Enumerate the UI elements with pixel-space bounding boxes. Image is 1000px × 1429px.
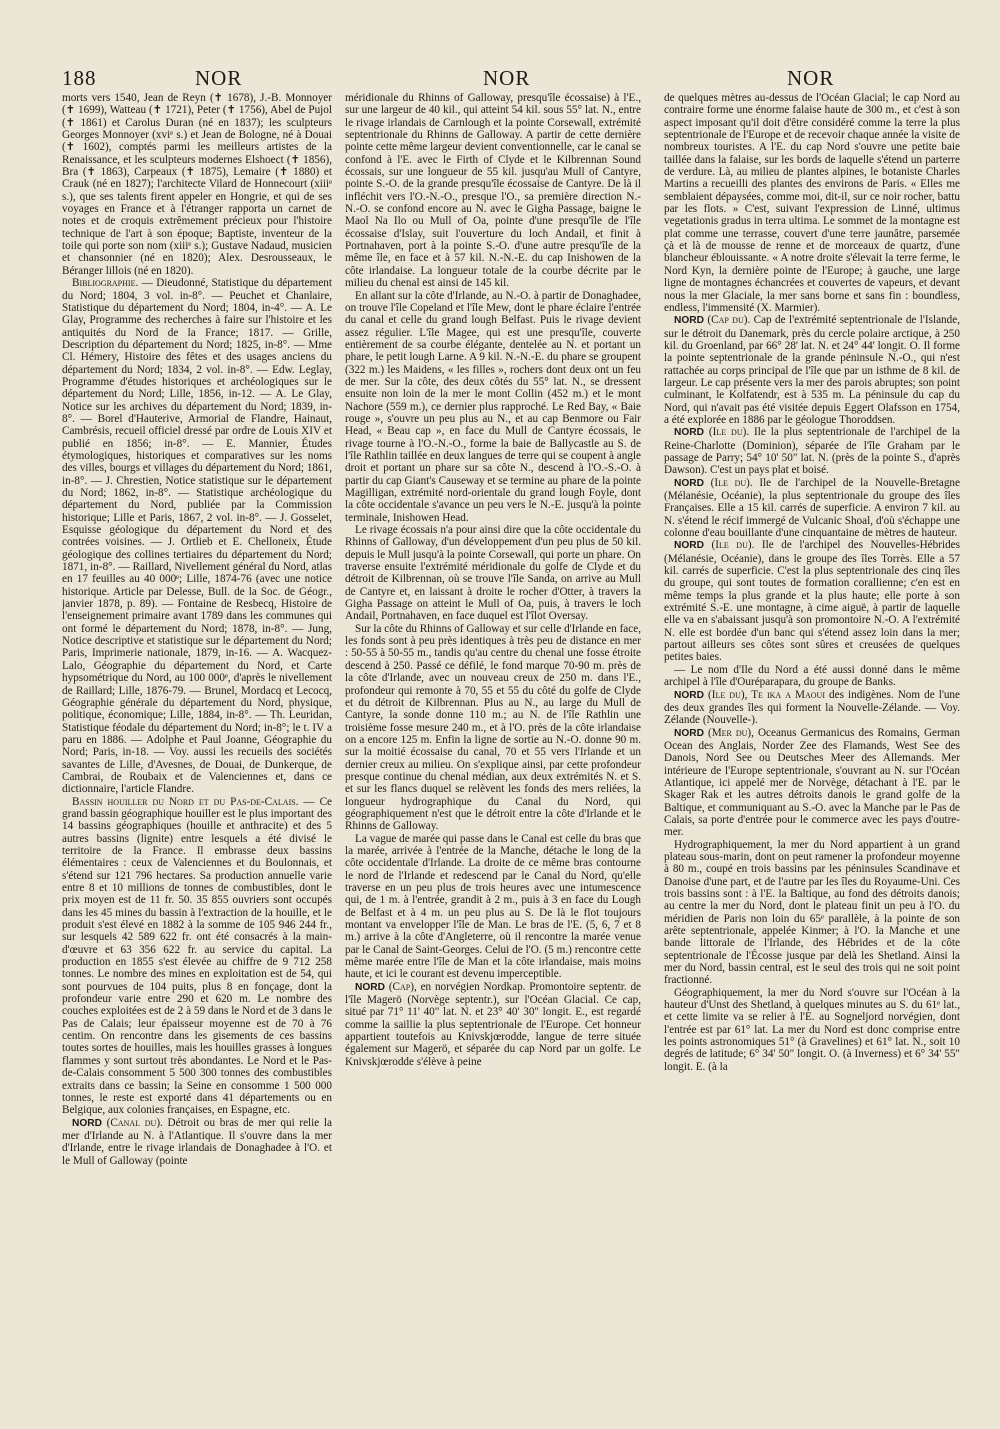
entry-headword: NORD: [674, 427, 704, 439]
entry-text: Détroit ou bras de mer qui relie la mer d'Irlande au N. à l'Atlantique. Il s'ouvre dans la mer d'Irlande, entre le rivage irlandais de Donaghadee à l'O. et le Mull of Galloway (pointe: [62, 1116, 332, 1167]
entry-text: Ile la plus septentrionale de l'archipel de la Reine-Charlotte (Dominion), séparée de l'île Graham par le passage de Parry; 54° 10' 50" lat. N. (près de la pointe S., d'après Dawson). C'est un pays plat et boisé.: [664, 426, 960, 477]
entry-qualifier: (Canal du).: [102, 1116, 163, 1129]
entry-ile-du-nord-nz: [664, 689, 960, 727]
paragraph-bibliography: [62, 277, 332, 795]
paragraph-cap-nord-cont: de quelques mètres au-dessus de l'Océan Glacial; le cap Nord au contraire forme une énorme falaise haute de 300 m., et c'est à son aspect imposant qu'il doit d'être considéré comme la terre la plus septentrionale de l'Europe et de recevoir chaque année la visite de nombreux touristes. A l'E. du cap Nord s'ouvre une petite baie taillée dans la falaise, sur les bords de laquelle s'étend un parterre de verdure. Là, au milieu de plantes alpines, le botaniste Charles Martins a recueilli des plantes des environs de Paris. « Elles me semblaient dépaysées, comme moi, dit-il, sur ce noir rocher, battu par les flots. » C'est, suivant l'expression de Linné, ultimus vegetationis gradus in terra ultima. Le sommet de la montagne est plat comme une terrasse, couvert d'une terre jaunâtre, parsemée çà et là de mousse de renne et de morceaux de quartz, d'une blancheur éblouissante. « A notre droite s'élevait la terre ferme, le Nord Kyn, la dernière pointe de l'Europe; à gauche, une large ligne de montagnes échancrées et couvertes de vapeurs, et devant nous la mer Glaciale, la mer sans borne et sans fin : boundless, endless, l'immensité (X. Marmier).: [664, 92, 960, 314]
entry-text: Oceanus Germanicus des Romains, German Ocean des Anglais, Norder Zee des Flamands, West See des Danois, Nord See ou Deutsches Meer des Allemands. Mer intérieure de l'Europe septentrionale, s'ouvrant au N. sur l'Océan Atlantique, ici appelé mer de Norvège, détachant à l'E. par le Skager Rak et les autres détroits danois le grand golfe de la Baltique, et communiquant au S.-O. avec la Manche par le Pas de Calais, sa porte d'entrée pour le commerce avec les pays d'outre-mer.: [664, 726, 960, 839]
entry-qualifier: (Mer du),: [704, 726, 754, 739]
entry-headword: NORD: [355, 981, 385, 993]
paragraph-scottish-coast: Le rivage écossais n'a pour ainsi dire que la côte occidentale du Rhinns of Galloway, d'un développement d'un peu plus de 50 kil. depuis le Mull jusqu'à la pointe Corsewall, qui porte un phare. On traverse ensuite l'extrémité méridionale du golfe de Clyde et du détroit de Kilbrennan, où se trouve l'île Sanda, on arrive au Mull de Cantyre et, en laissant à droite le rocher d'Otter, à travers la Gigha Passage on atteint le Mull of Oa, puis, à travers le loch Andail, Portnahaven, en face duquel est l'îlot Oversay.: [345, 524, 641, 623]
entry-headword: NORD: [674, 540, 704, 552]
entry-cap-nord: [345, 981, 641, 1068]
entry-cap-du-nord: [664, 314, 960, 426]
column-left: [62, 92, 332, 1382]
paragraph-geography: Géographiquement, la mer du Nord s'ouvre sur l'Océan à la hauteur d'Unst des Shetland, à quelques minutes au S. du 61ᵉ lat., et cette limite va se relier à l'E. au Sogneljord norvégien, dont l'entrée est par 61° lat. La mer du Nord est donc comprise entre les points astronomiques 51° (à Gravelines) et 61° lat. N., soit 10 degrés de latitude; 6° 34' 50" longit. O. (à Inverness) et 6° 34' 55" longit. E. (à la: [664, 986, 960, 1073]
entry-qualifier: (Cap du).: [704, 314, 751, 327]
entry-ile-du-nord-3: [664, 539, 960, 663]
entry-qualifier: (Ile du).: [704, 476, 753, 489]
entry-ile-du-nord-2: [664, 477, 960, 540]
entry-text: Ile de l'archipel des Nouvelles-Hébrides (Mélanésie, Océanie), dans le groupe des îles Torrès. Elle a 57 kil. carrés de superficie. C'est la plus septentrionale des cinq îles du groupe, qui sont toutes de formation corallienne; c'en est en même temps la plus grande et la plus haute; elle porte à son extrémité S.-E. une montagne, à cime aiguë, à partir de laquelle elle va en s'abaissant jusqu'à son promontoire N.-O. A l'extrémité N. elle est bordée d'un banc qui s'étend assez loin dans la mer; partout ailleurs ses côtes sont sûres et creusées de quelques petites baies.: [664, 539, 960, 664]
page-number: 188: [62, 66, 97, 90]
coal-basin-text: — Ce grand bassin géographique houiller est le plus important des 14 bassins géographiques (houille et anthracite) et des 5 autres bassins (lignite) entre lesquels a été divisé le territoire de la France. Il embrasse deux bassins élémentaires : ceux de Valenciennes et du Boulonnais, et s'étend sur 121 796 hectares. Sa production annuelle varie entre 8 et 10 millions de tonnes de combustibles, dont le prix moyen est de 11 fr. 50. 35 855 ouvriers sont occupés dans les 45 mines du bassin à l'extraction de la houille, et le produit s'est élevé en 1882 à la somme de 105 946 244 fr., sur lesquels 42 589 622 fr. ont été consacrés à la main-d'œuvre et 63 356 622 fr. au service du capital. La production en 1855 s'est élevée au chiffre de 9 712 258 tonnes. Le nombre des mines en exploitation est de 54, qui sont pourvues de 104 puits, plus 8 en fonçage, dont la profondeur varie entre 290 et 620 m. Le nombre des couches exploitées est de 2 à 59 dans le Nord et de 3 dans le Pas de Calais; leur épaisseur moyenne est de 70 à 76 centim. On rencontre dans les gisements de ces bassins toutes sortes de houilles, mais les houilles grasses à longues flammes y sont surtout très abondantes. Le Nord et le Pas-de-Calais consomment 5 500 300 tonnes des combustibles extraits dans ce bassin; la Seine en consomme 1 500 000 tonnes, le reste est exporté dans 41 départements ou en Belgique, aux colonies françaises, en Espagne, etc.: [62, 795, 332, 1117]
entry-canal-du-nord: [62, 1117, 332, 1167]
paragraph-canal-geography: méridionale du Rhinns of Galloway, presqu'île écossaise) à l'E., sur une largeur de 40 kil., qui atteint 54 kil. sous 55° lat. N., entre le rivage irlandais de Carnlough et la pointe Corsewall, extrémité septentrionale du Rhinns de Galloway. A partir de cette dernière pointe cette même largeur devient conventionnelle, car le canal se confond à l'E. avec le Firth of Clyde et le Kilbrennan Sound écossais, sur une longueur de 55 kil. jusqu'au Mull of Cantyre, pointe S.-O. de la grande presqu'île écossaise de Cantyre. De là il infléchit vers l'O.-N.-O., presque l'O., sa première direction N.-N.-O. se confond encore au N. avec le Gigha Passage, baigne le Maol Na Ilo ou Mull of Oa, pointe d'une presqu'île de l'île écossaise d'Islay, suit l'ouverture du loch Andail, et finit à Portnahaven, port à la pointe S.-O. d'une autre presqu'île de la même île, en face et à 57 kil. N.-N.-E. du cap Inishowen de la côte irlandaise. La longueur totale de la courbe décrite par le milieu du chenal est ainsi de 145 kil.: [345, 92, 641, 290]
paragraph-oureparapara: — Le nom d'Ile du Nord a été aussi donné dans le même archipel à l'île d'Ouréparapara, du groupe de Banks.: [664, 663, 960, 689]
entry-text: Cap de l'extrémité septentrionale de l'Islande, sur le détroit du Danemark, près du cercle polaire arctique, à 250 kil. du Groenland, par 66° 28' lat. N. et 24° 44' longit. O. Il forme la pointe septentrionale de la grande péninsule N.-O., qui n'est rattachée au corps principal de l'île que par un isthme de 8 kil. de largeur. Le cap présente vers la mer des parois abruptes; son point culminant, le Kolfatendr, est à 535 m. La péninsule du cap du Nord, qui n'avait pas été visitée depuis Eggert Olafsson en 1754, a été explorée en 1886 par le géologue Thoroddsen.: [664, 314, 960, 426]
entry-qualifier: (Cap),: [385, 980, 417, 993]
entry-text: en norvégien Nordkap. Promontoire septentr. de l'île Magerö (Norvège septentr.), sur l'Océan Glacial. Ce cap, situé par 71° 11' 40" lat. N. et 23° 40' 30" longit. E., est regardé comme la saillie la plus septentrionale de l'Europe. Cet honneur appartient toutefois au Knivskjœrodde, langue de terre située également sur Magerö, et séparée du cap Nord par un golfe. Le Knivskjœrodde s'élève à peine: [345, 980, 641, 1068]
coal-basin-heading: Bassin houiller du Nord et du Pas-de-Calais.: [72, 795, 299, 808]
entry-text: des indigènes. Nom de l'une des deux grandes îles qui forment la Nouvelle-Zélande. — Voy. Zélande (Nouvelle-).: [664, 688, 960, 727]
column-right: [664, 92, 960, 1382]
entry-qualifier: (Ile du).: [704, 539, 755, 552]
entry-headword: NORD: [72, 1117, 102, 1129]
paragraph-depths: Sur la côte du Rhinns of Galloway et sur celle d'Irlande en face, les fonds sont à peu près identiques à très peu de distance en mer : 50-55 à 50-55 m., tandis qu'au centre du chenal une fosse étroite descend à 250. Passé ce défilé, le fond marque 70-90 m. près de la côte d'Irlande, avec un nouveau creux de 250 m. dans l'E., profondeur qui remonte à 70, 55 et 55 du côté du golfe de Clyde et du détroit de Kilbrennan. Plus au N., au large du Mull de Cantyre, la sonde donne 110 m.; au N. de l'île Rathlin une troisième fosse mesure 240 m., et à l'O. près de la côte irlandaise on a encore 125 m. Enfin la ligne de sortie au N.-O. donne 90 m. sur la moitié écossaise du canal, 70 et 55 vers l'Irlande et un dernier creux au milieu. On s'explique ainsi, par cette profondeur presque continue du chenal médian, aux deux extrémités N. et S. et sur les flancs duquel se relèvent les fonds des mers reliées, la longueur hydrographique du Canal du Nord, qui géographiquement n'est que le détroit entre la côte d'Irlande et le Rhinns de Galloway.: [345, 622, 641, 833]
entry-headword: NORD: [674, 727, 704, 739]
entry-headword: NORD: [674, 315, 704, 327]
entry-qualifier: (Ile du).: [704, 426, 750, 439]
paragraph-hydrography: Hydrographiquement, la mer du Nord appartient à un grand plateau sous-marin, dont on peut ramener la profondeur moyenne à 80 m., coupé en trois bassins par les péninsules Scandinave et Danoise d'une part, et de l'autre par les îles du Royaume-Uni. Ces trois bassins sont : à l'E. la Baltique, au fond des détroits danois; au centre la mer du Nord, dont le plateau finit un peu à l'O. du méridien de Paris non loin du 65ᵉ parallèle, à la pointe de son arête septentrionale, appelée Kinmer; à l'O. la Manche et une bande littorale de l'Irlande, des Hébrides et de la côte septentrionale de l'Écosse jusque par delà les Shetland. Ainsi la mer du Nord, bassin central, est le seul des trois qui ne soit point fractionné.: [664, 838, 960, 987]
entry-mer-du-nord: [664, 727, 960, 839]
bibliography-heading: Bibliographie.: [72, 277, 139, 290]
entry-text: Ile de l'archipel de la Nouvelle-Bretagne (Mélanésie, Océanie), la plus septentrionale du groupe des îles Françaises. Elle a 15 kil. carrés de superficie. A environ 7 kil. au N. s'étend le récif immergé de Vulcanic Shoal, d'où s'échappe une colonne d'eau bouillante d'une cinquantaine de mètres de hauteur.: [664, 476, 960, 540]
paragraph-irish-coast: En allant sur la côte d'Irlande, au N.-O. à partir de Donaghadee, on trouve l'île Copeland et l'île Mew, dont le phare éclaire l'entrée du canal et celle du grand lough Belfast. Puis le rivage devient assez régulier. L'île Magee, qui est une presqu'île, couverte entièrement de sa courbe élégante, dentelée au N. et portant un phare, le petit lough Larne. A 9 kil. N.-N.-E. du phare se groupent (322 m.) les Maidens, « les filles », rochers dont deux ont un feu de mer. Sur la côte, des deux côtés du 55° lat. N., se dressent ensuite non loin de la mer le mont Collin (452 m.) et le mont Nachore (559 m.), ce dernier plus rapproché. Le Red Bay, « Baie rouge », s'ouvre un peu plus au N., et au cap Benmore ou Fair Head, « Beau cap », en face du Mull de Cantyre écossais, le rivage tourne à l'O.-N.-O., forme la baie de Ballycastle au S. de l'île Rathlin taillée en deux langues de terre qui se coupent à angle droit et portant un phare sur sa côte N., descend à l'O.-S.-O. à partir du cap Giant's Causeway et se termine au phare de la pointe Magilligan, extrémité nord-orientale du grand lough Foyle, dont la côte occidentale s'avance un peu vers le N.-E. jusqu'à la pointe terminale, Inishowen Head.: [345, 289, 641, 524]
running-head-right: NOR: [787, 66, 835, 90]
entry-qualifier: (Ile du), Te ika a Maoui: [704, 688, 825, 701]
column-middle: [345, 92, 641, 1382]
entry-headword: NORD: [674, 689, 704, 701]
paragraph-coal-basin: [62, 796, 332, 1117]
entry-ile-du-nord-1: [664, 426, 960, 476]
paragraph-artists: morts vers 1540, Jean de Reyn (✝ 1678), J.-B. Monnoyer (✝ 1699), Watteau (✝ 1721), Peter (✝ 1756), Abel de Pujol (✝ 1861) et Carolus Duran (né en 1837); les sculpteurs Georges Monnoyer (xviᵉ s.) et Jean de Bologne, né à Douai (✝ 1602), comptés parmi les meilleurs artistes de la Renaissance, et les sculpteurs modernes Elshoect (✝ 1856), Bra (✝ 1863), Carpeaux (✝ 1875), Lemaire (✝ 1880) et Crauk (né en 1827); l'architecte Vilard de Honnecourt (xiiiᵉ s.), que ses talents firent appeler en Hongrie, et qui de ses voyages en France et à l'étranger rapporta un carnet de notes et de croquis extrêmement précieux pour l'histoire technique de l'art à son époque; Baptiste, inventeur de la toile qui porte son nom (xiiiᵉ s.); Gustave Nadaud, musicien et chansonnier (né en 1820); Alex. Desrousseaux, le Béranger lillois (né en 1820).: [62, 92, 332, 277]
running-head-left: NOR: [195, 66, 243, 90]
entry-headword: NORD: [674, 477, 704, 489]
paragraph-tides: La vague de marée qui passe dans le Canal est celle du bras que la marée, arrivée à l'entrée de la Manche, détache le long de la côte occidentale d'Irlande. La droite de ce même bras contourne le nord de l'Irlande et redescend par le Canal du Nord, qu'elle traverse en un peu plus de trois heures avec une intumescence qui, de 1 m. à l'entrée, grandit à 2 m., puis à 3 en face du Lough de Belfast et à 4 m. un peu plus au S. De là le flot toujours montant va envelopper l'île de Man. Le bras de l'E. (5, 6, 7 et 8 m.) arrive à la côte d'Angleterre, où il rencontre la marée venue par le Canal de Saint-Georges. Celui de l'O. (5 m.) rencontre cette même marée entre l'île de Man et la côte irlandaise, mais moins haute, et ici le courant est devenu imperceptible.: [345, 832, 641, 981]
bibliography-text: — Dieudonné, Statistique du département du Nord; 1804, 3 vol. in-8°. — Peuchet et Chanlaire, Statistique du département du Nord; 1804, in-4°. — A. Le Glay, Programme des recherches à faire sur l'histoire et les antiquités du Nord de la France; 1817. — Grille, Description du département du Nord; 1825, in-8°. — Mme Cl. Hémery, Histoire des fêtes et des usages anciens du département du Nord; 1834, 2 vol. in-8°. — Edw. Leglay, Programme d'études historiques et archéologiques sur le département du Nord; Lille, 1856, in-12. — A. Le Glay, Notice sur les archives du département du Nord; 1839, in-8°. — Borel d'Hauterive, Armorial de Flandre, Hainaut, Cambrésis, recueil officiel dressé par ordre de Louis XIV et publié en 1856; in-8°. — E. Mannier, Études étymologiques, historiques et comparatives sur les noms des villes, bourgs et villages du département du Nord; 1861, in-8°. — J. Chrestien, Notice statistique sur le département du Nord; 1862, in-8°. — Statistique archéologique du département du Nord, publiée par la Commission historique; Lille et Paris, 1867, 2 vol. in-8°. — J. Gosselet, Esquisse géologique du département du Nord et des contrées voisines. — J. Ortlieb et E. Chelloneix, Étude géologique des collines tertiaires du département du Nord; 1871, in-8°. — Raillard, Nivellement général du Nord, atlas en 17 feuilles au 40 000ᵉ; Lille, 1874-76 (avec une notice historique. Article par Delesse, Bull. de la Soc. de Géogr., janvier 1878, p. 89). — Fontaine de Resbecq, Histoire de l'enseignement primaire avant 1789 dans les communes qui ont formé le département du Nord; 1878, in-8°. — Jung, Notice descriptive et statistique sur le département du Nord; Paris, Imprimerie nationale, 1879, in-16. — A. Wacquez-Lalo, Géographie du département du Nord, et Carte hypsométrique du Nord, au 100 000ᵉ, d'après le nivellement de Raillard; Lille, 1876-79. — Brunel, Mordacq et Lecocq, Géographie générale du département du Nord, physique, politique, économique; Lille, 1884, in-8°. — Th. Leuridan, Statistique féodale du département du Nord; in-8°; le t. IV a paru en 1886. — Adolphe et Paul Joanne, Géographie du Nord; Paris, in-18. — Voy. aussi les recueils des sociétés savantes de Lille, d'Avesnes, de Douai, de Dunkerque, de Cambrai, de Roubaix et de Valenciennes et, dans ce dictionnaire, l'article Flandre.: [62, 277, 332, 796]
running-head-center: NOR: [483, 66, 531, 90]
